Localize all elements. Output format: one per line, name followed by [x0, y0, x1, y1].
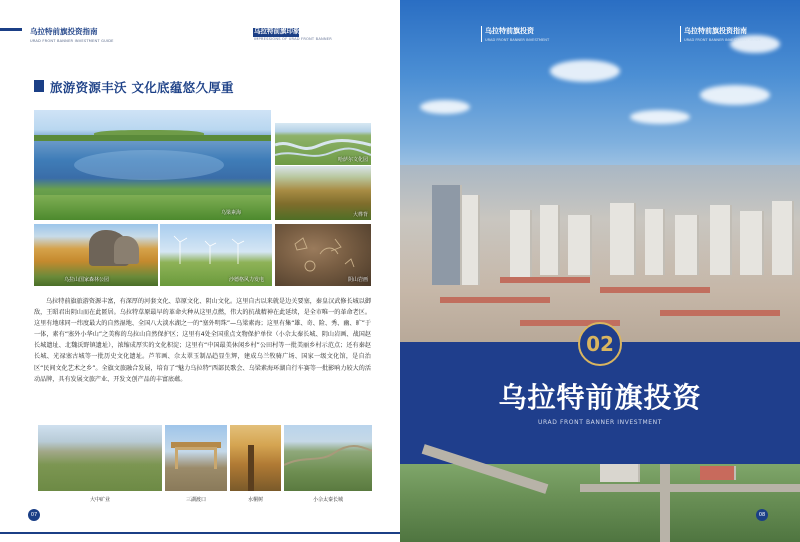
photo-shuitong-tree: [230, 425, 281, 491]
page-number-left: 07: [28, 509, 40, 521]
photo-dahuabei: [275, 166, 371, 220]
section-title: 旅游资源丰沃 文化底蕴悠久厚重: [50, 80, 234, 95]
right-page: [400, 0, 800, 542]
photo-caption: 乌梁素海: [220, 210, 241, 216]
mid-header: [254, 26, 332, 41]
mid-header-title: 乌拉特前旗印象: [254, 27, 300, 35]
bottom-caption: 大中矿业: [89, 497, 110, 503]
right-header-1: [485, 26, 549, 42]
bottom-caption: 水桐树: [247, 497, 263, 503]
right-header-2: [684, 26, 761, 42]
left-header-subtitle: URAD FRONT BANNER INVESTMENT GUIDE: [30, 39, 114, 43]
photo-wind-power: [160, 224, 272, 286]
photo-dazhong-mining: [38, 425, 162, 491]
page-number-right: 08: [756, 509, 768, 521]
aerial-photo: [400, 464, 800, 542]
mid-header-subtitle: IMPRESSIONS OF URAD FRONT BANNER: [254, 37, 332, 41]
photo-wulashan-forest: [34, 224, 158, 286]
photo-caption: 大桦背: [352, 212, 368, 218]
photo-qin-great-wall: [284, 425, 372, 491]
chapter-number: 02: [586, 332, 614, 356]
photo-caption: 阴山岩画: [347, 277, 368, 283]
header-accent-bar: [0, 28, 22, 31]
photo-caption: 乌拉山国家森林公园: [64, 277, 110, 283]
right-header-2-title: 乌拉特前旗投资指南: [684, 27, 747, 35]
chapter-subtitle: URAD FRONT BANNER INVESTMENT: [538, 419, 662, 426]
photo-hasaer-park: [275, 123, 371, 165]
city-skyline: [400, 165, 800, 345]
right-header-divider: [680, 26, 681, 42]
right-header-1-title: 乌拉特前旗投资: [485, 27, 534, 35]
photo-caption: 沙德格风力发电: [228, 277, 264, 283]
photo-sanhu-ferry: [165, 425, 227, 491]
right-header-1-subtitle: URAD FRONT BANNER INVESTMENT: [485, 38, 550, 42]
right-header-2-subtitle: URAD FRONT BANNER INVESTMENT GUIDE: [684, 38, 761, 42]
left-header-title: 乌拉特前旗投资指南: [30, 27, 98, 36]
photo-yinshan-rock-art: [275, 224, 371, 286]
bottom-caption: 小佘太秦长城: [312, 497, 343, 503]
body-paragraph: 乌拉特前旗旅游资源丰富，有深厚的河套文化、草原文化、阴山文化。这里自古以来就是边关要塞，秦皇汉武修长城以御敌，王昭君出阴山而在此匿居。乌拉特草原最早的革命火种从这里点燃，伟大的抗战精神在此延续，是全市唯一的革命老区。这里有地球同一纬度最大的自然湿地、全国八大淡水湖之一的“塞外明珠”—乌梁素海；这里有集“雄、奇、险、秀、幽、旷”于一体，素有“塞外小华山”之美称的乌拉山自然保护区；这里有4处全国重点文物保护单位（小佘太秦长城、阴山岩画、战国赵长城遗址、北魏沃野镇遗址），浓缩成厚实的文化积淀；这里有“中国最美休闲乡村”公田村等一批美丽乡村示范点；还有秦赵长城、光禄塞古城等一批历史文化遗址。芦苇画、佘太翠玉制品趋显生辉，建成乌兰牧骑广场、国家一级文化馆，是自治区“民间文化艺术之乡”。全旗文旅融合发展，培育了“魅力乌拉特”西部民歌会、乌梁素海环湖自行车赛等一批影响力较大的活动品牌，具有发展文旅产业、开发文创产品的丰富底蕴。: [34, 298, 371, 383]
photo-caption: 哈萨尔文化园: [337, 157, 368, 163]
bottom-caption: 三湖渡口: [185, 497, 206, 503]
left-header: [30, 26, 114, 43]
chapter-title: 乌拉特前旗投资: [498, 381, 702, 414]
right-header-divider: [481, 26, 482, 42]
footer-stripe: [0, 532, 400, 534]
section-marker: [34, 80, 44, 92]
photo-wuliangsuhai: [34, 110, 271, 220]
